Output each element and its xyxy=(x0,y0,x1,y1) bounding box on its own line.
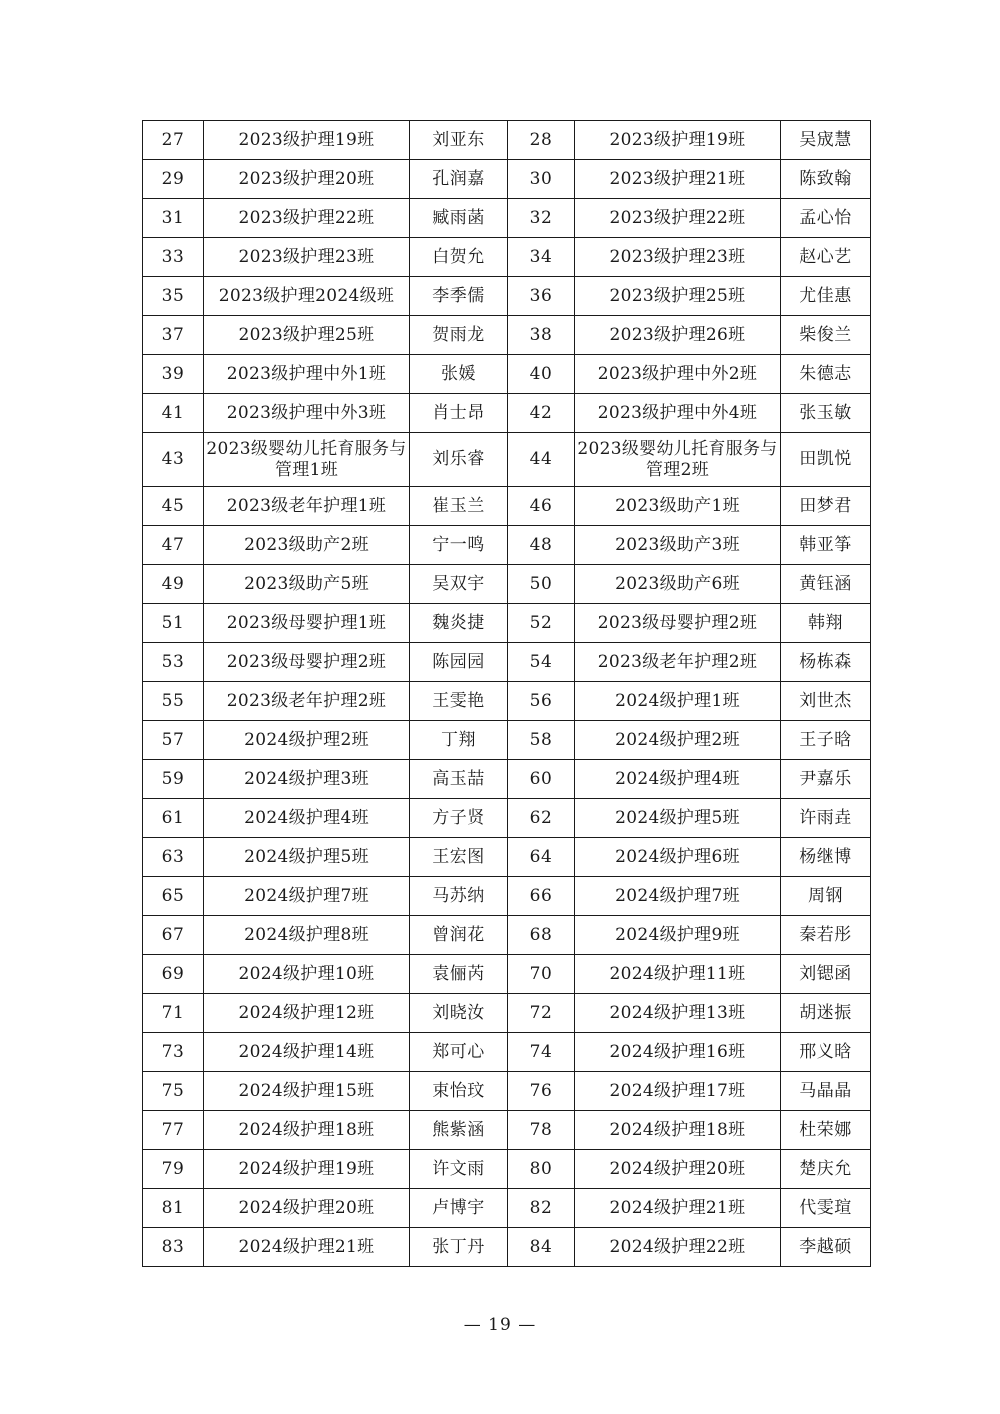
class-name: 2024级护理21班 xyxy=(575,1189,781,1228)
seq-number: 68 xyxy=(508,916,575,955)
seq-number: 63 xyxy=(143,838,204,877)
table-row xyxy=(143,316,871,355)
student-name: 许雨垚 xyxy=(781,799,871,838)
student-name: 王宏图 xyxy=(410,838,508,877)
table-row xyxy=(143,721,871,760)
table-row xyxy=(143,955,871,994)
student-name: 刘世杰 xyxy=(781,682,871,721)
seq-number: 33 xyxy=(143,238,204,277)
seq-number: 32 xyxy=(508,199,575,238)
class-name: 2024级护理7班 xyxy=(204,877,410,916)
student-name: 邢义晗 xyxy=(781,1033,871,1072)
class-name: 2023级婴幼儿托育服务与管理1班 xyxy=(204,433,410,487)
student-name: 朱德志 xyxy=(781,355,871,394)
seq-number: 34 xyxy=(508,238,575,277)
class-name: 2024级护理6班 xyxy=(575,838,781,877)
student-name: 魏炎捷 xyxy=(410,604,508,643)
student-name: 崔玉兰 xyxy=(410,487,508,526)
student-name: 韩亚筝 xyxy=(781,526,871,565)
student-name: 许文雨 xyxy=(410,1150,508,1189)
seq-number: 48 xyxy=(508,526,575,565)
seq-number: 64 xyxy=(508,838,575,877)
class-name: 2023级护理19班 xyxy=(204,121,410,160)
seq-number: 69 xyxy=(143,955,204,994)
class-name: 2023级老年护理1班 xyxy=(204,487,410,526)
student-name: 楚庆允 xyxy=(781,1150,871,1189)
seq-number: 29 xyxy=(143,160,204,199)
seq-number: 44 xyxy=(508,433,575,487)
class-name: 2024级护理20班 xyxy=(204,1189,410,1228)
seq-number: 84 xyxy=(508,1228,575,1267)
student-name: 马苏纳 xyxy=(410,877,508,916)
class-name: 2023级护理2024级班 xyxy=(204,277,410,316)
table-row xyxy=(143,526,871,565)
class-name: 2024级护理18班 xyxy=(575,1111,781,1150)
table-row xyxy=(143,565,871,604)
table-row xyxy=(143,199,871,238)
class-name: 2024级护理5班 xyxy=(575,799,781,838)
class-name: 2023级护理中外1班 xyxy=(204,355,410,394)
student-name: 袁俪芮 xyxy=(410,955,508,994)
student-name: 王子晗 xyxy=(781,721,871,760)
seq-number: 46 xyxy=(508,487,575,526)
class-name: 2023级护理25班 xyxy=(204,316,410,355)
seq-number: 40 xyxy=(508,355,575,394)
class-name: 2024级护理19班 xyxy=(204,1150,410,1189)
class-name: 2024级护理3班 xyxy=(204,760,410,799)
class-name: 2024级护理18班 xyxy=(204,1111,410,1150)
class-name: 2024级护理8班 xyxy=(204,916,410,955)
table-row xyxy=(143,643,871,682)
seq-number: 80 xyxy=(508,1150,575,1189)
class-name: 2023级护理26班 xyxy=(575,316,781,355)
student-name: 李越硕 xyxy=(781,1228,871,1267)
class-name: 2023级助产3班 xyxy=(575,526,781,565)
seq-number: 31 xyxy=(143,199,204,238)
seq-number: 28 xyxy=(508,121,575,160)
seq-number: 55 xyxy=(143,682,204,721)
student-name: 黄钰涵 xyxy=(781,565,871,604)
student-name: 孟心怡 xyxy=(781,199,871,238)
table-row xyxy=(143,1111,871,1150)
class-name: 2024级护理10班 xyxy=(204,955,410,994)
student-name: 张丁丹 xyxy=(410,1228,508,1267)
seq-number: 71 xyxy=(143,994,204,1033)
class-name: 2023级护理中外2班 xyxy=(575,355,781,394)
class-name: 2023级母婴护理1班 xyxy=(204,604,410,643)
table-row xyxy=(143,916,871,955)
student-name: 卢博宇 xyxy=(410,1189,508,1228)
class-name: 2024级护理17班 xyxy=(575,1072,781,1111)
class-name: 2024级护理7班 xyxy=(575,877,781,916)
roster-table xyxy=(142,120,871,1267)
student-name: 陈园园 xyxy=(410,643,508,682)
table-row xyxy=(143,994,871,1033)
student-name: 李季儒 xyxy=(410,277,508,316)
table-row xyxy=(143,604,871,643)
seq-number: 27 xyxy=(143,121,204,160)
table-row xyxy=(143,121,871,160)
class-name: 2024级护理15班 xyxy=(204,1072,410,1111)
class-name: 2024级护理20班 xyxy=(575,1150,781,1189)
table-row xyxy=(143,238,871,277)
class-name: 2024级护理22班 xyxy=(575,1228,781,1267)
seq-number: 67 xyxy=(143,916,204,955)
table-row xyxy=(143,877,871,916)
seq-number: 79 xyxy=(143,1150,204,1189)
seq-number: 45 xyxy=(143,487,204,526)
class-name: 2023级护理21班 xyxy=(575,160,781,199)
seq-number: 74 xyxy=(508,1033,575,1072)
class-name: 2023级护理22班 xyxy=(575,199,781,238)
table-row xyxy=(143,160,871,199)
seq-number: 70 xyxy=(508,955,575,994)
class-name: 2024级护理2班 xyxy=(575,721,781,760)
student-name: 田凯悦 xyxy=(781,433,871,487)
seq-number: 83 xyxy=(143,1228,204,1267)
seq-number: 65 xyxy=(143,877,204,916)
table-row xyxy=(143,838,871,877)
seq-number: 37 xyxy=(143,316,204,355)
seq-number: 54 xyxy=(508,643,575,682)
seq-number: 57 xyxy=(143,721,204,760)
student-name: 丁翔 xyxy=(410,721,508,760)
class-name: 2023级婴幼儿托育服务与管理2班 xyxy=(575,433,781,487)
class-name: 2023级助产2班 xyxy=(204,526,410,565)
student-name: 尤佳惠 xyxy=(781,277,871,316)
class-name: 2023级护理中外3班 xyxy=(204,394,410,433)
seq-number: 78 xyxy=(508,1111,575,1150)
class-name: 2023级助产6班 xyxy=(575,565,781,604)
student-name: 熊紫涵 xyxy=(410,1111,508,1150)
table-row xyxy=(143,355,871,394)
class-name: 2023级助产1班 xyxy=(575,487,781,526)
seq-number: 56 xyxy=(508,682,575,721)
seq-number: 43 xyxy=(143,433,204,487)
class-name: 2023级护理22班 xyxy=(204,199,410,238)
class-name: 2024级护理12班 xyxy=(204,994,410,1033)
seq-number: 59 xyxy=(143,760,204,799)
class-name: 2023级老年护理2班 xyxy=(575,643,781,682)
class-name: 2023级母婴护理2班 xyxy=(575,604,781,643)
student-name: 宁一鸣 xyxy=(410,526,508,565)
seq-number: 76 xyxy=(508,1072,575,1111)
student-name: 杨栋森 xyxy=(781,643,871,682)
class-name: 2023级助产5班 xyxy=(204,565,410,604)
student-name: 代雯瑄 xyxy=(781,1189,871,1228)
student-name: 方子贤 xyxy=(410,799,508,838)
table-row xyxy=(143,1228,871,1267)
student-name: 臧雨菡 xyxy=(410,199,508,238)
student-name: 肖士昂 xyxy=(410,394,508,433)
seq-number: 75 xyxy=(143,1072,204,1111)
student-name: 白贺允 xyxy=(410,238,508,277)
class-name: 2024级护理13班 xyxy=(575,994,781,1033)
seq-number: 38 xyxy=(508,316,575,355)
table-row xyxy=(143,1033,871,1072)
seq-number: 50 xyxy=(508,565,575,604)
seq-number: 30 xyxy=(508,160,575,199)
table-row xyxy=(143,277,871,316)
class-name: 2023级母婴护理2班 xyxy=(204,643,410,682)
seq-number: 82 xyxy=(508,1189,575,1228)
student-name: 高玉喆 xyxy=(410,760,508,799)
table-row xyxy=(143,682,871,721)
seq-number: 66 xyxy=(508,877,575,916)
student-name: 王雯艳 xyxy=(410,682,508,721)
class-name: 2024级护理16班 xyxy=(575,1033,781,1072)
class-name: 2024级护理11班 xyxy=(575,955,781,994)
student-name: 赵心艺 xyxy=(781,238,871,277)
seq-number: 52 xyxy=(508,604,575,643)
class-name: 2023级护理25班 xyxy=(575,277,781,316)
student-name: 陈致翰 xyxy=(781,160,871,199)
seq-number: 60 xyxy=(508,760,575,799)
class-name: 2024级护理4班 xyxy=(575,760,781,799)
student-name: 周钢 xyxy=(781,877,871,916)
page-number: — 19 — xyxy=(463,1315,537,1335)
student-name: 贺雨龙 xyxy=(410,316,508,355)
class-name: 2023级护理20班 xyxy=(204,160,410,199)
student-name: 杨继博 xyxy=(781,838,871,877)
student-name: 束怡玟 xyxy=(410,1072,508,1111)
student-name: 田梦君 xyxy=(781,487,871,526)
student-name: 胡迷振 xyxy=(781,994,871,1033)
table-row xyxy=(143,1072,871,1111)
student-name: 韩翔 xyxy=(781,604,871,643)
student-name: 马晶晶 xyxy=(781,1072,871,1111)
table-row xyxy=(143,394,871,433)
student-name: 尹嘉乐 xyxy=(781,760,871,799)
class-name: 2024级护理4班 xyxy=(204,799,410,838)
class-name: 2024级护理1班 xyxy=(575,682,781,721)
student-name: 杜荣娜 xyxy=(781,1111,871,1150)
class-name: 2023级护理中外4班 xyxy=(575,394,781,433)
table-row xyxy=(143,433,871,487)
table-row xyxy=(143,487,871,526)
seq-number: 51 xyxy=(143,604,204,643)
class-name: 2024级护理2班 xyxy=(204,721,410,760)
class-name: 2023级护理23班 xyxy=(575,238,781,277)
seq-number: 61 xyxy=(143,799,204,838)
table-row xyxy=(143,760,871,799)
student-name: 张玉敏 xyxy=(781,394,871,433)
table-row xyxy=(143,1150,871,1189)
class-name: 2023级护理19班 xyxy=(575,121,781,160)
student-name: 曾润花 xyxy=(410,916,508,955)
student-name: 郑可心 xyxy=(410,1033,508,1072)
student-name: 刘亚东 xyxy=(410,121,508,160)
seq-number: 62 xyxy=(508,799,575,838)
table-row xyxy=(143,799,871,838)
class-name: 2024级护理21班 xyxy=(204,1228,410,1267)
student-name: 张媛 xyxy=(410,355,508,394)
seq-number: 42 xyxy=(508,394,575,433)
student-name: 秦若彤 xyxy=(781,916,871,955)
class-name: 2023级老年护理2班 xyxy=(204,682,410,721)
student-name: 柴俊兰 xyxy=(781,316,871,355)
seq-number: 39 xyxy=(143,355,204,394)
class-name: 2024级护理9班 xyxy=(575,916,781,955)
seq-number: 36 xyxy=(508,277,575,316)
table-row xyxy=(143,1189,871,1228)
student-name: 刘晓汝 xyxy=(410,994,508,1033)
seq-number: 53 xyxy=(143,643,204,682)
seq-number: 49 xyxy=(143,565,204,604)
class-name: 2024级护理14班 xyxy=(204,1033,410,1072)
seq-number: 58 xyxy=(508,721,575,760)
student-name: 吴双宇 xyxy=(410,565,508,604)
student-name: 吴宬慧 xyxy=(781,121,871,160)
seq-number: 41 xyxy=(143,394,204,433)
seq-number: 72 xyxy=(508,994,575,1033)
student-name: 刘乐睿 xyxy=(410,433,508,487)
class-name: 2024级护理5班 xyxy=(204,838,410,877)
seq-number: 81 xyxy=(143,1189,204,1228)
seq-number: 73 xyxy=(143,1033,204,1072)
student-name: 孔润嘉 xyxy=(410,160,508,199)
class-name: 2023级护理23班 xyxy=(204,238,410,277)
seq-number: 47 xyxy=(143,526,204,565)
seq-number: 35 xyxy=(143,277,204,316)
student-name: 刘锶函 xyxy=(781,955,871,994)
roster-body xyxy=(143,121,871,1267)
seq-number: 77 xyxy=(143,1111,204,1150)
